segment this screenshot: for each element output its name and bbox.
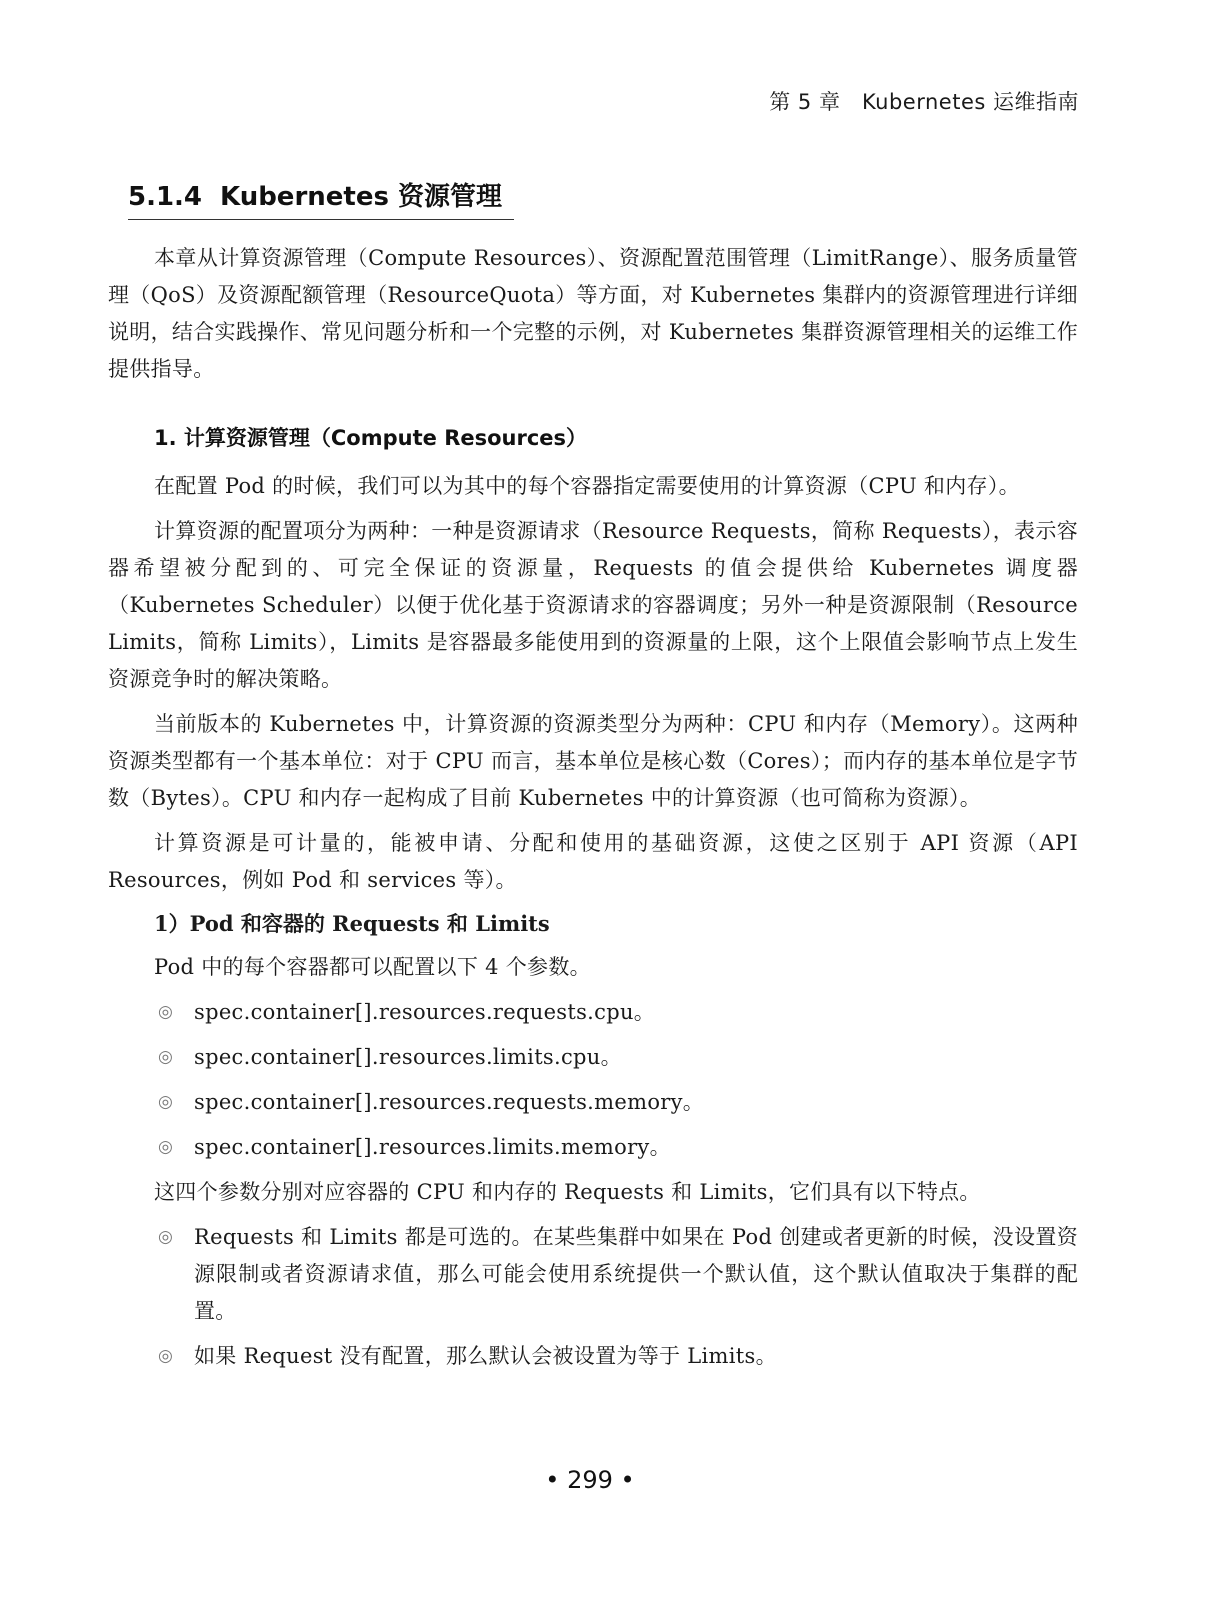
feature-text: 如果 Request 没有配置，那么默认会被设置为等于 Limits。 <box>194 1344 777 1368</box>
section-title-text: Kubernetes 资源管理 <box>220 182 503 212</box>
param-text: spec.container[].resources.requests.memory。 <box>194 1090 705 1114</box>
feature-text: Requests 和 Limits 都是可选的。在某些集群中如果在 Pod 创建或者更新的时候，没设置资源限制或者资源请求值，那么可能会使用系统提供一个默认值，这个默认值取决于集群的配置。 <box>194 1225 1078 1323</box>
intro-paragraph: 本章从计算资源管理（Compute Resources）、资源配置范围管理（LimitRange）、服务质量管理（QoS）及资源配额管理（ResourceQuota）等方面，对 Kubernetes 集群内的资源管理进行详细说明，结合实践操作、常见问题分析和一个完整的示例，对 Kubernetes 集群资源管理相关的运维工作提供指导。 <box>108 246 1078 381</box>
subsection-heading-requests-limits: 1）Pod 和容器的 Requests 和 Limits <box>154 911 550 936</box>
bullet-icon: ◎ <box>158 1047 174 1067</box>
list-item <box>108 1129 1078 1166</box>
bullet-icon: ◎ <box>158 1092 174 1112</box>
list-item <box>108 994 1078 1031</box>
param-text: spec.container[].resources.requests.cpu。 <box>194 1000 656 1024</box>
params-intro: Pod 中的每个容器都可以配置以下 4 个参数。 <box>154 955 591 979</box>
list-item <box>108 1039 1078 1076</box>
list-item <box>108 1338 1078 1375</box>
bullet-icon: ◎ <box>158 1137 174 1157</box>
bullet-icon: ◎ <box>158 1346 174 1366</box>
section-title <box>128 176 514 213</box>
param-text: spec.container[].resources.limits.memory。 <box>194 1135 671 1159</box>
page-number: • 299 • <box>545 1466 635 1494</box>
body-paragraph: 在配置 Pod 的时候，我们可以为其中的每个容器指定需要使用的计算资源（CPU 和内存）。 <box>154 474 1020 498</box>
running-header: 第 5 章 Kubernetes 运维指南 <box>769 90 1079 114</box>
list-item <box>108 1219 1078 1330</box>
list-item <box>108 1084 1078 1121</box>
feature-list <box>108 1219 1078 1375</box>
body-paragraph: 计算资源是可计量的，能被申请、分配和使用的基础资源，这使之区别于 API 资源（API Resources，例如 Pod 和 services 等）。 <box>108 831 1078 892</box>
param-list <box>108 994 1078 1166</box>
bullet-icon: ◎ <box>158 1002 174 1022</box>
body-paragraph: 当前版本的 Kubernetes 中，计算资源的资源类型分为两种：CPU 和内存（Memory）。这两种资源类型都有一个基本单位：对于 CPU 而言，基本单位是核心数（Cores）；而内存的基本单位是字节数（Bytes）。CPU 和内存一起构成了目前 Kubernetes 中的计算资源（也可简称为资源）。 <box>108 712 1078 810</box>
body-paragraph: 计算资源的配置项分为两种：一种是资源请求（Resource Requests，简称 Requests），表示容器希望被分配到的、可完全保证的资源量，Requests 的值会提供给 Kubernetes 调度器（Kubernetes Scheduler）以便于优化基于资源请求的容器调度；另外一种是资源限制（Resource Limits，简称 Limits），Limits 是容器最多能使用到的资源量的上限，这个上限值会影响节点上发生资源竞争时的解决策略。 <box>108 519 1078 691</box>
subsection-heading-compute-resources: 1. 计算资源管理（Compute Resources） <box>154 426 588 450</box>
features-intro: 这四个参数分别对应容器的 CPU 和内存的 Requests 和 Limits，它们具有以下特点。 <box>154 1180 981 1204</box>
bullet-icon: ◎ <box>158 1227 174 1247</box>
param-text: spec.container[].resources.limits.cpu。 <box>194 1045 622 1069</box>
page-body <box>108 240 1078 1383</box>
section-number: 5.1.4 <box>128 182 203 212</box>
section-title-block <box>128 176 514 220</box>
